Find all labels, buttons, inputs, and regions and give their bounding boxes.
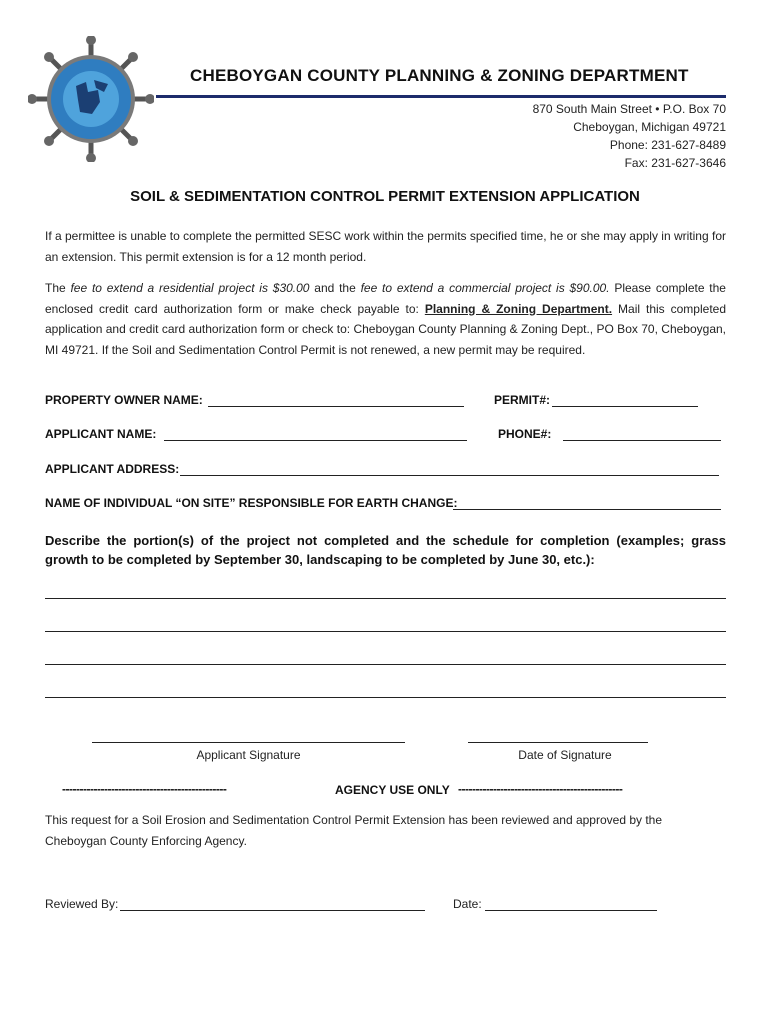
- payable-to: Planning & Zoning Department.: [424, 301, 613, 316]
- agency-divider-left: -----------------------------------------------: [62, 782, 227, 796]
- applicant-name-label: APPLICANT NAME:: [45, 427, 157, 441]
- applicant-address-label: APPLICANT ADDRESS:: [45, 462, 180, 476]
- review-date-label: Date:: [453, 897, 482, 911]
- agency-statement: This request for a Soil Erosion and Sedimentation Control Permit Extension has been reviewed and approved by the Cheboygan County Enforcing Agency.: [45, 813, 663, 848]
- applicant-name-input[interactable]: [164, 426, 467, 441]
- description-line-2[interactable]: [45, 631, 726, 632]
- applicant-signature-line[interactable]: [92, 742, 405, 743]
- address-line-2: Cheboygan, Michigan 49721: [573, 120, 726, 134]
- agency-divider-right: -----------------------------------------------: [458, 782, 623, 796]
- phone-input[interactable]: [563, 426, 721, 441]
- phone-label: PHONE#:: [498, 427, 552, 441]
- applicant-address-input[interactable]: [180, 461, 719, 476]
- fee-text-3: Please complete the enclosed credit card authorization form or make check payable to:: [45, 281, 726, 316]
- title-underline: [156, 95, 726, 98]
- fax-number: Fax: 231-627-3646: [624, 156, 726, 170]
- permit-label: PERMIT#:: [494, 393, 551, 407]
- fee-text-4: Mail this completed application and credit card authorization form or check to: Cheboygan County Planning & Zoning Dept., PO Box 70, Cheboygan, MI 49721. If the Soil and Sedimentation Control Permit is not renewed, a new permit may be required.: [45, 301, 726, 357]
- fee-paragraph: [45, 278, 726, 360]
- county-seal-logo: [28, 36, 154, 162]
- permit-input[interactable]: [552, 392, 698, 407]
- on-site-label: NAME OF INDIVIDUAL “ON SITE” RESPONSIBLE FOR EARTH CHANGE:: [45, 496, 458, 510]
- address-line-1: 870 South Main Street • P.O. Box 70: [532, 102, 726, 116]
- residential-fee: fee to extend a residential project is $30.00: [70, 281, 310, 295]
- signature-date-label: Date of Signature: [518, 748, 612, 762]
- description-line-4[interactable]: [45, 697, 726, 698]
- reviewed-by-label: Reviewed By:: [45, 897, 119, 911]
- property-owner-label: PROPERTY OWNER NAME:: [45, 393, 203, 407]
- description-line-3[interactable]: [45, 664, 726, 665]
- description-question: Describe the portion(s) of the project not completed and the schedule for completion (examples; grass growth to be completed by September 30, landscaping to be completed by June 30, etc.):: [45, 533, 726, 567]
- fee-text-1: The: [45, 281, 71, 295]
- review-date-input[interactable]: [485, 896, 657, 911]
- applicant-signature-label: Applicant Signature: [196, 748, 301, 762]
- description-line-1[interactable]: [45, 598, 726, 599]
- property-owner-input[interactable]: [208, 392, 464, 407]
- reviewed-by-input[interactable]: [120, 896, 425, 911]
- department-title: CHEBOYGAN COUNTY PLANNING & ZONING DEPARTMENT: [190, 66, 689, 85]
- agency-use-label: AGENCY USE ONLY: [335, 783, 450, 797]
- signature-date-line[interactable]: [468, 742, 648, 743]
- fee-text-2: and the: [309, 281, 361, 295]
- form-title: SOIL & SEDIMENTATION CONTROL PERMIT EXTENSION APPLICATION: [130, 188, 640, 205]
- on-site-input[interactable]: [453, 495, 721, 510]
- intro-paragraph: If a permittee is unable to complete the permitted SESC work within the permits specified time, he or she may apply in writing for an extension. This permit extension is for a 12 month period.: [45, 229, 726, 264]
- phone-number: Phone: 231-627-8489: [609, 138, 726, 152]
- commercial-fee: fee to extend a commercial project is $90.00.: [360, 281, 610, 295]
